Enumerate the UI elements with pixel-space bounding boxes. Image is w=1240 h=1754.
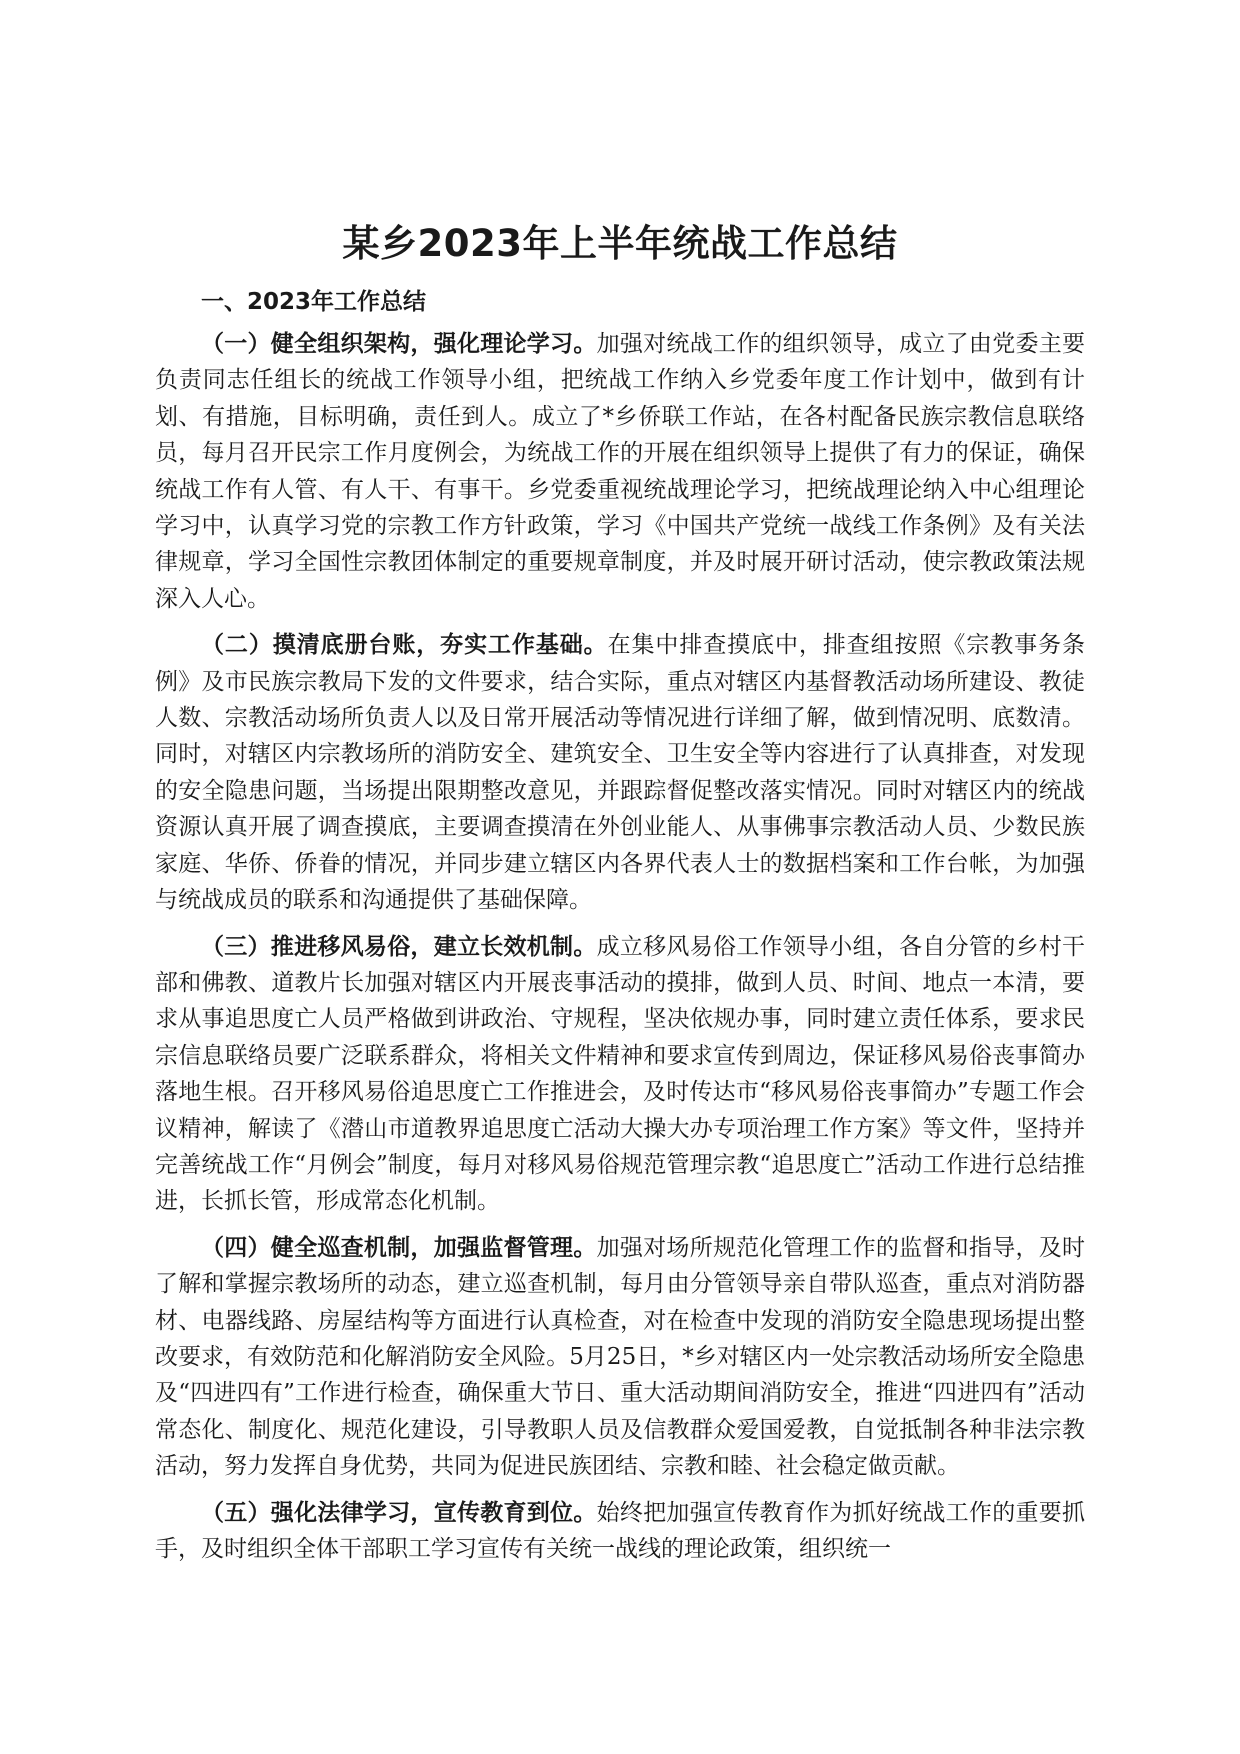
paragraph-4-body: 加强对场所规范化管理工作的监督和指导，及时了解和掌握宗教场所的动态，建立巡查机制，每月由分管领导亲自带队巡查，重点对消防器材、电器线路、房屋结构等方面进行认真检查，对在检查中发现的消防安全隐患现场提出整改要求，有效防范和化解消防安全风险。5月25日，*乡对辖区内一处宗教活动场所安全隐患及“四进四有”工作进行检查，确保重大节日、重大活动期间消防安全，推进“四进四有”活动常态化、制度化、规范化建设，引导教职人员及信教群众爱国爱教，自觉抵制各种非法宗教活动，努力发挥自身优势，共同为促进民族团结、宗教和睦、社会稳定做贡献。 — [155, 1234, 1086, 1480]
paragraph-1-lead: （一）健全组织架构，强化理论学习。 — [201, 331, 597, 357]
paragraph-5-lead: （五）强化法律学习，宣传教育到位。 — [201, 1499, 597, 1526]
paragraph-5-body: 始终把加强宣传教育作为抓好统战工作的重要抓手，及时组织全体干部职工学习宣传有关统一战线的理论政策，组织统一 — [155, 1499, 1086, 1562]
paragraph-2-lead: （二）摸清底册台账，夯实工作基础。 — [201, 632, 608, 659]
paragraph-5 — [155, 1495, 1085, 1568]
document-title: 某乡2023年上半年统战工作总结 — [342, 222, 898, 265]
section-heading: 一、2023年工作总结 — [201, 289, 427, 315]
paragraph-4-lead: （四）健全巡查机制，加强监督管理。 — [201, 1234, 597, 1261]
paragraph-2 — [155, 627, 1085, 918]
paragraph-1-body: 加强对统战工作的组织领导，成立了由党委主要负责同志任组长的统战工作领导小组，把统战工作纳入乡党委年度工作计划中，做到有计划、有措施，目标明确，责任到人。成立了*乡侨联工作站，在各村配备民族宗教信息联络员，每月召开民宗工作月度例会，为统战工作的开展在组织领导上提供了有力的保证，确保统战工作有人管、有人干、有事干。乡党委重视统战理论学习，把统战理论纳入中心组理论学习中，认真学习党的宗教工作方针政策，学习《中国共产党统一战线工作条例》及有关法律规章，学习全国性宗教团体制定的重要规章制度，并及时展开研讨活动，使宗教政策法规深入人心。 — [155, 331, 1086, 612]
paragraph-2-body: 在集中排查摸底中，排查组按照《宗教事务条例》及市民族宗教局下发的文件要求，结合实际，重点对辖区内基督教活动场所建设、教徒人数、宗教活动场所负责人以及日常开展活动等情况进行详细了解，做到情况明、底数清。同时，对辖区内宗教场所的消防安全、建筑安全、卫生安全等内容进行了认真排查，对发现的安全隐患问题，当场提出限期整改意见，并跟踪督促整改落实情况。同时对辖区内的统战资源认真开展了调查摸底，主要调查摸清在外创业能人、从事佛事宗教活动人员、少数民族家庭、华侨、侨眷的情况，并同步建立辖区内各界代表人士的数据档案和工作台帐，为加强与统战成员的联系和沟通提供了基础保障。 — [155, 632, 1086, 914]
paragraph-3 — [155, 929, 1085, 1220]
paragraph-3-lead: （三）推进移风易俗，建立长效机制。 — [201, 933, 597, 960]
paragraph-4 — [155, 1230, 1085, 1485]
paragraph-1 — [155, 326, 1085, 617]
paragraph-3-body: 成立移风易俗工作领导小组，各自分管的乡村干部和佛教、道教片长加强对辖区内开展丧事活动的摸排，做到人员、时间、地点一本清，要求从事追思度亡人员严格做到讲政治、守规程，坚决依规办事，同时建立责任体系，要求民宗信息联络员要广泛联系群众，将相关文件精神和要求宣传到周边，保证移风易俗丧事简办落地生根。召开移风易俗追思度亡工作推进会，及时传达市“移风易俗丧事简办”专题工作会议精神，解读了《潜山市道教界追思度亡活动大操大办专项治理工作方案》等文件，坚持并完善统战工作“月例会”制度，每月对移风易俗规范管理宗教“追思度亡”活动工作进行总结推进，长抓长管，形成常态化机制。 — [155, 933, 1086, 1215]
document-page — [155, 218, 1085, 1577]
